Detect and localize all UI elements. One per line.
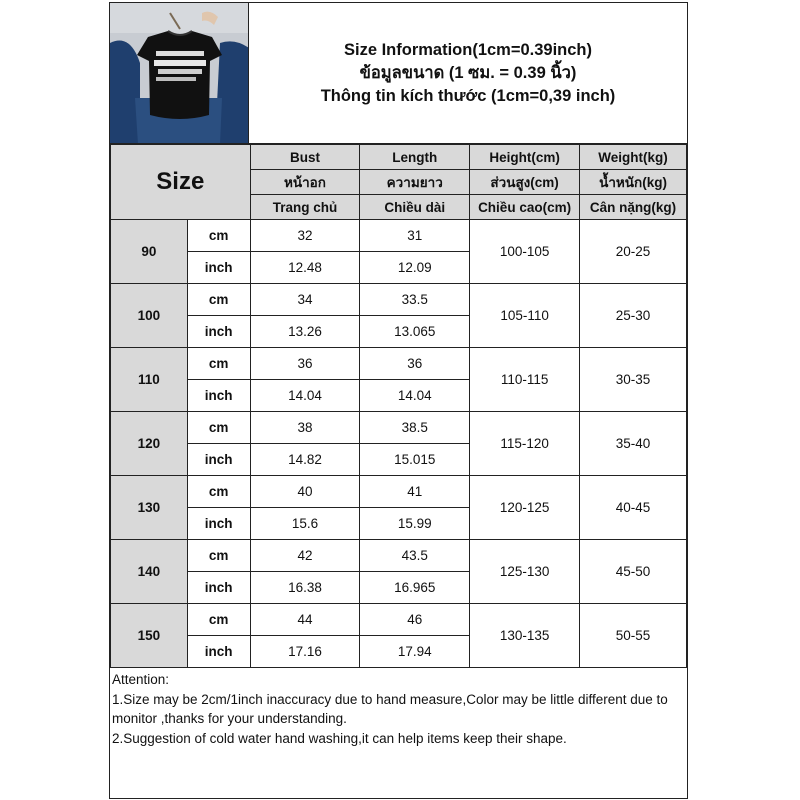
bust-inch: 17.16 xyxy=(250,636,360,668)
table-row xyxy=(111,284,687,316)
weight-range: 50-55 xyxy=(580,604,687,668)
attention-notes xyxy=(112,670,687,748)
height-range: 105-110 xyxy=(470,284,580,348)
unit-inch: inch xyxy=(187,444,250,476)
size-label: 140 xyxy=(111,540,188,604)
length-cm: 41 xyxy=(360,476,470,508)
bust-cm: 42 xyxy=(250,540,360,572)
height-range: 110-115 xyxy=(470,348,580,412)
size-label: 90 xyxy=(111,220,188,284)
weight-range: 35-40 xyxy=(580,412,687,476)
table-row xyxy=(111,476,687,508)
height-range: 120-125 xyxy=(470,476,580,540)
bust-cm: 34 xyxy=(250,284,360,316)
size-label: 150 xyxy=(111,604,188,668)
length-cm: 46 xyxy=(360,604,470,636)
col-weight-en: Weight(kg) xyxy=(580,145,687,170)
bust-inch: 14.04 xyxy=(250,380,360,412)
length-inch: 15.99 xyxy=(360,508,470,540)
length-inch: 14.04 xyxy=(360,380,470,412)
col-height-th: ส่วนสูง(cm) xyxy=(470,170,580,195)
size-header: Size xyxy=(111,145,251,220)
height-range: 115-120 xyxy=(470,412,580,476)
length-cm: 43.5 xyxy=(360,540,470,572)
bust-cm: 40 xyxy=(250,476,360,508)
length-cm: 31 xyxy=(360,220,470,252)
bust-inch: 15.6 xyxy=(250,508,360,540)
weight-range: 45-50 xyxy=(580,540,687,604)
table-row xyxy=(111,348,687,380)
length-inch: 17.94 xyxy=(360,636,470,668)
unit-cm: cm xyxy=(187,604,250,636)
unit-cm: cm xyxy=(187,284,250,316)
col-length-th: ความยาว xyxy=(360,170,470,195)
unit-inch: inch xyxy=(187,508,250,540)
size-chart xyxy=(109,2,688,799)
col-height-en: Height(cm) xyxy=(470,145,580,170)
header-row-english xyxy=(111,145,687,170)
unit-inch: inch xyxy=(187,252,250,284)
height-range: 130-135 xyxy=(470,604,580,668)
unit-cm: cm xyxy=(187,540,250,572)
bust-inch: 12.48 xyxy=(250,252,360,284)
bust-cm: 38 xyxy=(250,412,360,444)
bust-cm: 36 xyxy=(250,348,360,380)
length-inch: 15.015 xyxy=(360,444,470,476)
title-english: Size Information(1cm=0.39inch) xyxy=(343,40,593,59)
unit-cm: cm xyxy=(187,412,250,444)
table-row xyxy=(111,604,687,636)
note-item-1: 1.Size may be 2cm/1inch inaccuracy due to hand measure,Color may be little different due to monitor ,thanks for your understanding. xyxy=(112,691,668,726)
table-row xyxy=(111,540,687,572)
title-vietnamese: Thông tin kích thước (1cm=0,39 inch) xyxy=(320,86,616,105)
size-label: 120 xyxy=(111,412,188,476)
length-inch: 16.965 xyxy=(360,572,470,604)
col-bust-vi: Trang chủ xyxy=(250,195,360,220)
col-length-en: Length xyxy=(360,145,470,170)
notes-heading: Attention: xyxy=(112,672,170,687)
size-label: 100 xyxy=(111,284,188,348)
size-label: 110 xyxy=(111,348,188,412)
col-length-vi: Chiều dài xyxy=(360,195,470,220)
col-height-vi: Chiều cao(cm) xyxy=(470,195,580,220)
size-table xyxy=(110,144,687,668)
bust-inch: 13.26 xyxy=(250,316,360,348)
height-range: 100-105 xyxy=(470,220,580,284)
size-info-title xyxy=(249,3,687,144)
product-photo xyxy=(110,3,249,144)
unit-inch: inch xyxy=(187,316,250,348)
note-item-2: 2.Suggestion of cold water hand washing,it can help items keep their shape. xyxy=(112,730,567,746)
bust-inch: 16.38 xyxy=(250,572,360,604)
unit-inch: inch xyxy=(187,572,250,604)
col-weight-vi: Cân nặng(kg) xyxy=(580,195,687,220)
unit-cm: cm xyxy=(187,220,250,252)
length-cm: 38.5 xyxy=(360,412,470,444)
title-thai: ข้อมูลขนาด (1 ซม. = 0.39 นิ้ว) xyxy=(359,63,577,82)
unit-cm: cm xyxy=(187,348,250,380)
col-bust-en: Bust xyxy=(250,145,360,170)
col-bust-th: หน้าอก xyxy=(250,170,360,195)
weight-range: 20-25 xyxy=(580,220,687,284)
length-inch: 13.065 xyxy=(360,316,470,348)
weight-range: 30-35 xyxy=(580,348,687,412)
bust-inch: 14.82 xyxy=(250,444,360,476)
table-row xyxy=(111,412,687,444)
weight-range: 25-30 xyxy=(580,284,687,348)
length-cm: 33.5 xyxy=(360,284,470,316)
size-rows xyxy=(111,220,687,668)
length-cm: 36 xyxy=(360,348,470,380)
tshirt-image xyxy=(110,3,249,144)
table-row xyxy=(111,220,687,252)
weight-range: 40-45 xyxy=(580,476,687,540)
unit-inch: inch xyxy=(187,380,250,412)
size-label: 130 xyxy=(111,476,188,540)
unit-cm: cm xyxy=(187,476,250,508)
col-weight-th: น้ำหนัก(kg) xyxy=(580,170,687,195)
bust-cm: 32 xyxy=(250,220,360,252)
unit-inch: inch xyxy=(187,636,250,668)
height-range: 125-130 xyxy=(470,540,580,604)
bust-cm: 44 xyxy=(250,604,360,636)
length-inch: 12.09 xyxy=(360,252,470,284)
